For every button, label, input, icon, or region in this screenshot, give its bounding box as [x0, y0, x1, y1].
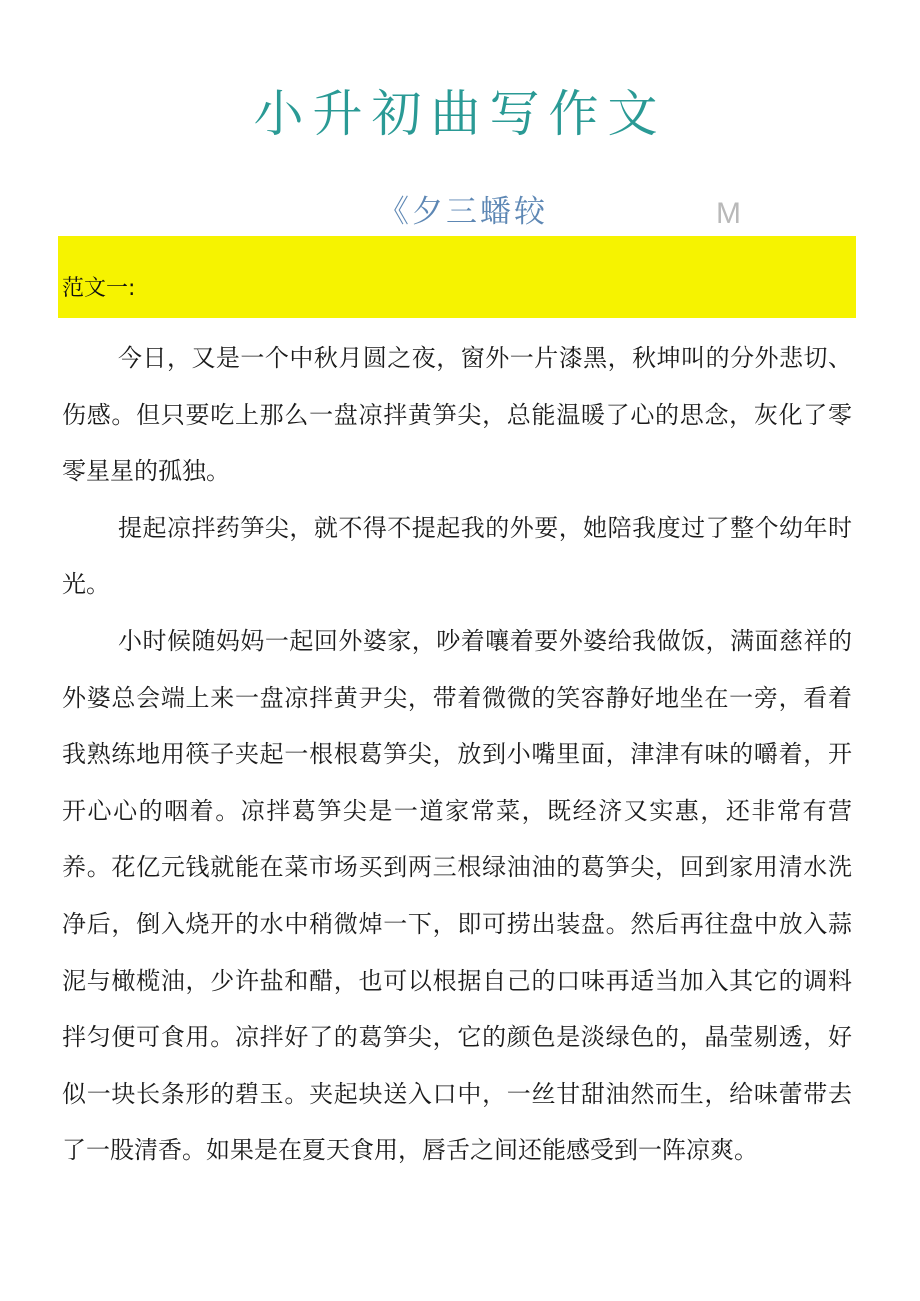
section-label: 范文一:: [62, 276, 136, 301]
essay-paragraph-3: 小时候随妈妈一起回外婆家，吵着嚷着要外婆给我做饭，满面慈祥的外婆总会端上来一盘凉拌黄尹尖，带着微微的笑容静好地坐在一旁，看着我熟练地用筷子夹起一根根葛笋尖，放到小嘴里面，津津有味的嚼着，开开心心的咽着。凉拌葛笋尖是一道家常菜，既经济又实惠，还非常有营养。花亿元钱就能在菜市场买到两三根绿油油的葛笋尖，回到家用清水洗净后，倒入烧开的水中稍微焯一下，即可捞出装盘。然后再往盘中放入蒜泥与橄榄油，少许盐和醋，也可以根据自己的口味再适当加入其它的调料拌匀便可食用。凉拌好了的葛笋尖，它的颜色是淡绿色的，晶莹剔透，好似一块长条形的碧玉。夹起块送入口中，一丝甘甜油然而生，给味蕾带去了一股清香。如果是在夏天食用，唇舌之间还能感受到一阵凉爽。: [62, 626, 852, 1165]
section-highlight-bar: [58, 236, 856, 318]
corner-mark: M: [716, 197, 741, 230]
document-subtitle: 《夕三蟠较: [378, 194, 548, 230]
essay-body: [62, 330, 852, 1179]
essay-paragraph-1: 今日，又是一个中秋月圆之夜，窗外一片漆黑，秋坤叫的分外悲切、伤感。但只要吃上那么一盘凉拌黄笋尖，总能温暖了心的思念，灰化了零零星星的孤独。: [62, 344, 852, 486]
document-title: 小升初曲写作文: [253, 85, 667, 143]
essay-paragraph-2: 提起凉拌药笋尖，就不得不提起我的外要，她陪我度过了整个幼年时光。: [62, 513, 852, 599]
